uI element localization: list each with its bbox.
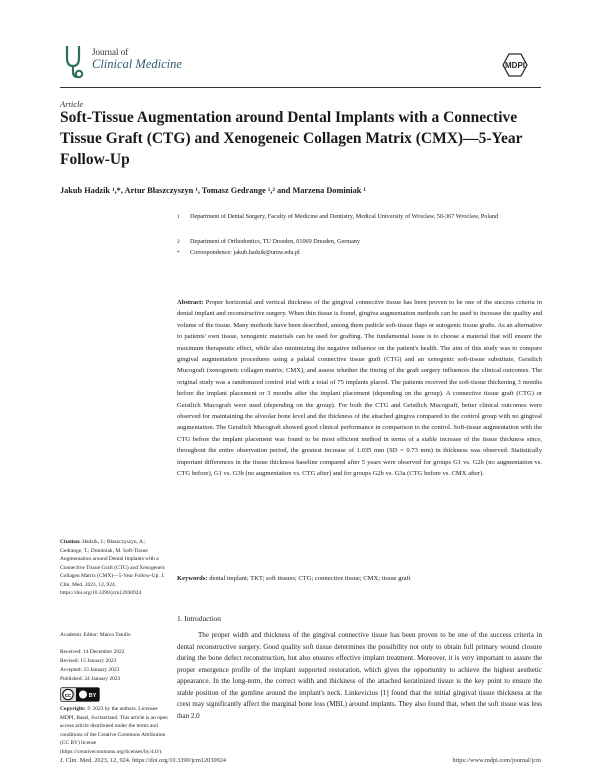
abstract-text: Proper horizontal and vertical thickness of the gingival connective tissue has been proven to be one of the success criteria in dental implant and reconstructive surgery. When thin tissue is found, gingiva augmentation methods can be used to increase the quality and volume of the tissue. Many methods have been described, among them pedicle soft-tissue flaps or autogenic tissue grafts. As an alternative to patients' own tissue, xenogenic materials can be used for grafting. The fundamental issue is to choose a material that will ensure the maximum therapeutic effect, while also minimizing the negative influence on the patient's health. The aim of this study was to compare gingival augmentation procedures using a palatal connective tissue graft (CTG) and an xenogenic soft-tissue substitute, Geistlich Mucograft (xenogeneic collagen matrix; CMX), and assess whether the timing of the graft surgery influences the clinical outcomes. The original study was a randomized control trial with a total of 75 implants placed. The patients received the soft-tissue thickening 3 months before the implant placement or 3 months after the implant placement (depending on the group). A connective tissue graft (CTG) or Geistlich Mucograft were used (depending on the group). For both the CTG and Geistlich Mucograft, better clinical outcomes were observed for maintaining the alveolar bone level and the thickness of the attached gingiva compared to the control group with no gingival augmentation. The Geistlich Mucograft showed good clinical performance in comparison to the control. Soft-tissue augmentation with the CTG before the implant placement was found to be most efficient method in terms of a stable increase of the tissue thickness since, throughout the entire observation period, the greatest increase of 1.035 mm (SD = 0.73 mm) in thickness was observed. Statistically important differences in the tissue thickness baseline compared after 5 years were observed for groups G1 vs. G2b (no augmentation vs. CTG before), G1 vs. G3b (no augmentation vs. CTG after) and for groups G2b vs. G3a (CTG before vs. CMX after). (177, 299, 542, 478)
journal-name (92, 46, 182, 70)
citation-label: Citation: (60, 539, 81, 545)
mdpi-logo (497, 52, 541, 78)
keywords-label: Keywords: (177, 575, 208, 582)
footer-journal-url[interactable]: https://www.mdpi.com/journal/jcm (452, 757, 541, 764)
publisher-text: MDPI (505, 61, 525, 70)
copyright-block (60, 705, 168, 756)
affiliation-text: Correspondence: jakub.hadzik@umw.edu.pl (190, 249, 300, 256)
footer-citation: J. Clin. Med. 2023, 12, 924. https://doi.org/10.3390/jcm12030924 (60, 757, 227, 764)
paper-title: Soft-Tissue Augmentation around Dental Implants with a Connective Tissue Graft (CTG) and Xenogeneic Collagen Matrix (CMX)—5-Year Follow-Up (60, 109, 523, 168)
section-heading: 1. Introduction (177, 614, 221, 623)
keywords-text: dental implant; TKT; soft tissues; CTG; connective tissue; CMX; tissue graft (209, 575, 411, 582)
svg-text:BY: BY (88, 693, 97, 699)
author-list: Jakub Hadzik ¹,*, Artur Błaszczyszyn ¹, Tomasz Gedrange ¹,² and Marzena Dominiak ¹ (60, 186, 366, 195)
article-type: Article (60, 99, 84, 109)
affiliation-number: 1 (177, 214, 180, 220)
affiliation-text: Department of Dental Surgery, Faculty of Medicine and Dentistry, Medical University of Wroclaw, 50-367 Wroclaw, Poland (190, 213, 499, 220)
affiliation-number: 2 (177, 239, 180, 245)
copyright-text: © 2023 by the authors. Licensee MDPI, Basel, Switzerland. This article is an open access article distributed under the terms and conditions of the Creative Commons Attribution (CC BY) license (https://creativecommons.org/licenses/by/4.0/). (60, 706, 168, 755)
journal-name-line1: Journal of (92, 47, 129, 57)
page-footer (60, 757, 541, 764)
accepted-date: Accepted: 23 January 2023 (60, 667, 120, 673)
abstract (177, 297, 542, 480)
cc-by-icon (60, 687, 100, 702)
copyright-label: Copyright: (60, 706, 86, 712)
abstract-label: Abstract: (177, 299, 204, 306)
affiliation-text: Department of Orthodontics, TU Dresden, 01069 Dresden, Germany (190, 238, 360, 245)
journal-name-line2: Clinical Medicine (92, 57, 182, 71)
svg-text:cc: cc (64, 692, 72, 699)
stethoscope-icon (62, 44, 84, 80)
revised-date: Revised: 15 January 2023 (60, 658, 117, 664)
received-date: Received: 14 December 2022 (60, 649, 125, 655)
affiliation-number: * (177, 250, 180, 256)
keywords (177, 574, 542, 583)
citation-block (60, 538, 168, 598)
intro-paragraph: The proper width and thickness of the gingival connective tissue has been proven to be one of the success criteria in dental reconstructive surgery. Good quality soft tissue determines the possibility not only to obtain full primary wound closure during the bone defect reconstruction, but also ensures effective implant treatment. Moreover, it is very important to assure the proper emergence profile of the implant supported restoration, which gives the opportunity to achieve the highest aesthetic appearance. In the long-term, the correct width and thickness of the attached keratinized tissue is the key point to ensure the stable position of the gumline around the implant's neck. Linkevicius [1] found that the initial gingival tissue thickness at the crest may significantly affect the marginal bone loss (MBL) around implants. They also found that, when the soft tissue was less than 2.0 (177, 631, 542, 720)
citation-text: Hadzik, J.; Błaszczyszyn, A.; Gedrange, T.; Dominiak, M. Soft-Tissue Augmentation around Dental Implants with a Connective Tissue Graft (CTG) and Xenogeneic Collagen Matrix (CMX)—5-Year Follow-Up. J. Clin. Med. 2023, 12, 924. https://doi.org/10.3390/jcm12030924 (60, 539, 166, 596)
academic-editor: Academic Editor: Marco Tatullo (60, 632, 131, 638)
header-rule (60, 87, 541, 88)
published-date: Published: 24 January 2023 (60, 676, 121, 682)
